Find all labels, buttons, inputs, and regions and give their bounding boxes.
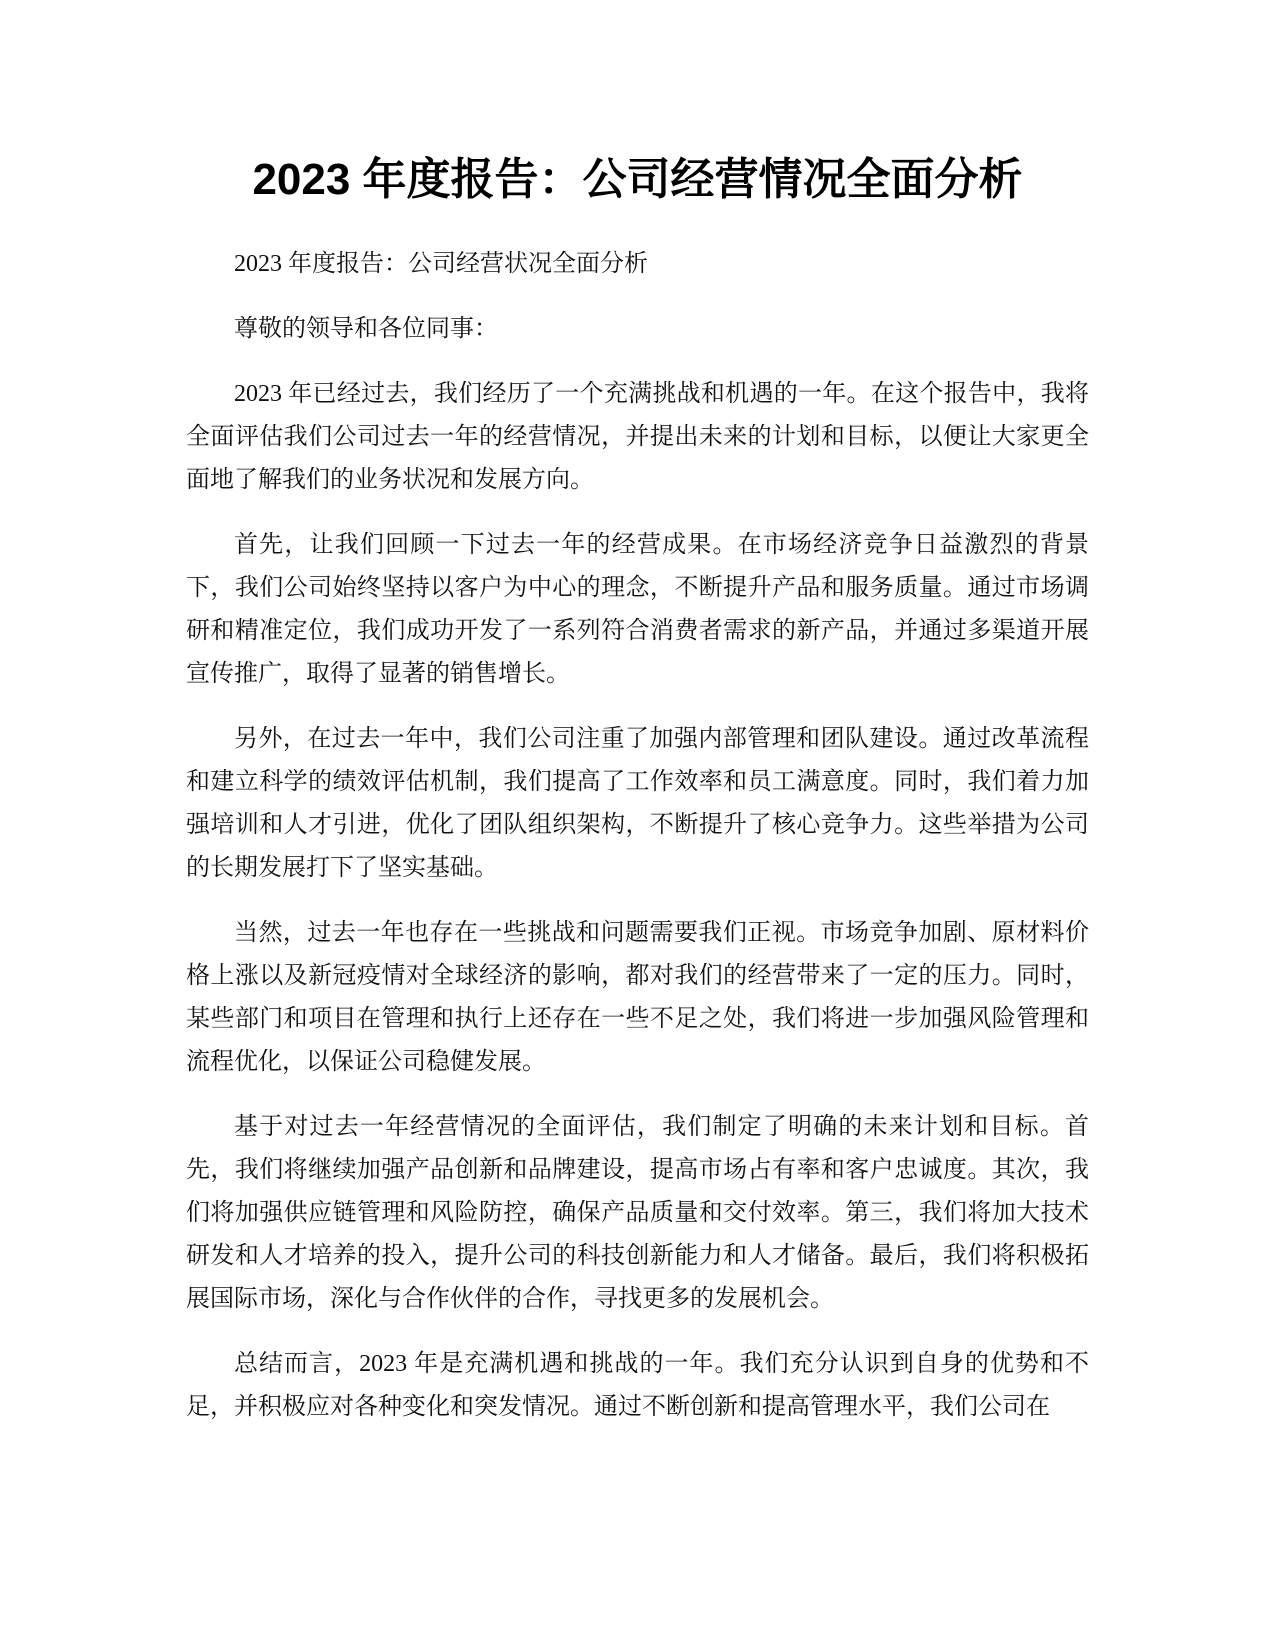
paragraph-management: 另外，在过去一年中，我们公司注重了加强内部管理和团队建设。通过改革流程和建立科学的绩效评估机制，我们提高了工作效率和员工满意度。同时，我们着力加强培训和人才引进，优化了团队组织架构，不断提升了核心竞争力。这些举措为公司的长期发展打下了坚实基础。 xyxy=(186,726,1089,881)
paragraph-summary: 总结而言，2023 年是充满机遇和挑战的一年。我们充分认识到自身的优势和不足，并积极应对各种变化和突发情况。通过不断创新和提高管理水平，我们公司在 xyxy=(186,1351,1089,1420)
salutation: 尊敬的领导和各位同事： xyxy=(234,316,498,342)
subtitle-line: 2023 年度报告：公司经营状况全面分析 xyxy=(234,251,648,277)
paragraph-plans: 基于对过去一年经营情况的全面评估，我们制定了明确的未来计划和目标。首先，我们将继续加强产品创新和品牌建设，提高市场占有率和客户忠诚度。其次，我们将加强供应链管理和风险防控，确保产品质量和交付效率。第三，我们将加大技术研发和人才培养的投入，提升公司的科技创新能力和人才储备。最后，我们将积极拓展国际市场，深化与合作伙伴的合作，寻找更多的发展机会。 xyxy=(186,1114,1089,1312)
document-body xyxy=(186,243,1089,1451)
paragraph-intro: 2023 年已经过去，我们经历了一个充满挑战和机遇的一年。在这个报告中，我将全面评估我们公司过去一年的经营情况，并提出未来的计划和目标，以便让大家更全面地了解我们的业务状况和发展方向。 xyxy=(186,381,1089,493)
document-title: 2023 年度报告：公司经营情况全面分析 xyxy=(252,155,1023,204)
paragraph-results: 首先，让我们回顾一下过去一年的经营成果。在市场经济竞争日益激烈的背景下，我们公司始终坚持以客户为中心的理念，不断提升产品和服务质量。通过市场调研和精准定位，我们成功开发了一系列符合消费者需求的新产品，并通过多渠道开展宣传推广，取得了显著的销售增长。 xyxy=(186,532,1089,687)
paragraph-challenges: 当然，过去一年也存在一些挑战和问题需要我们正视。市场竞争加剧、原材料价格上涨以及新冠疫情对全球经济的影响，都对我们的经营带来了一定的压力。同时，某些部门和项目在管理和执行上还存在一些不足之处，我们将进一步加强风险管理和流程优化，以保证公司稳健发展。 xyxy=(186,920,1089,1075)
